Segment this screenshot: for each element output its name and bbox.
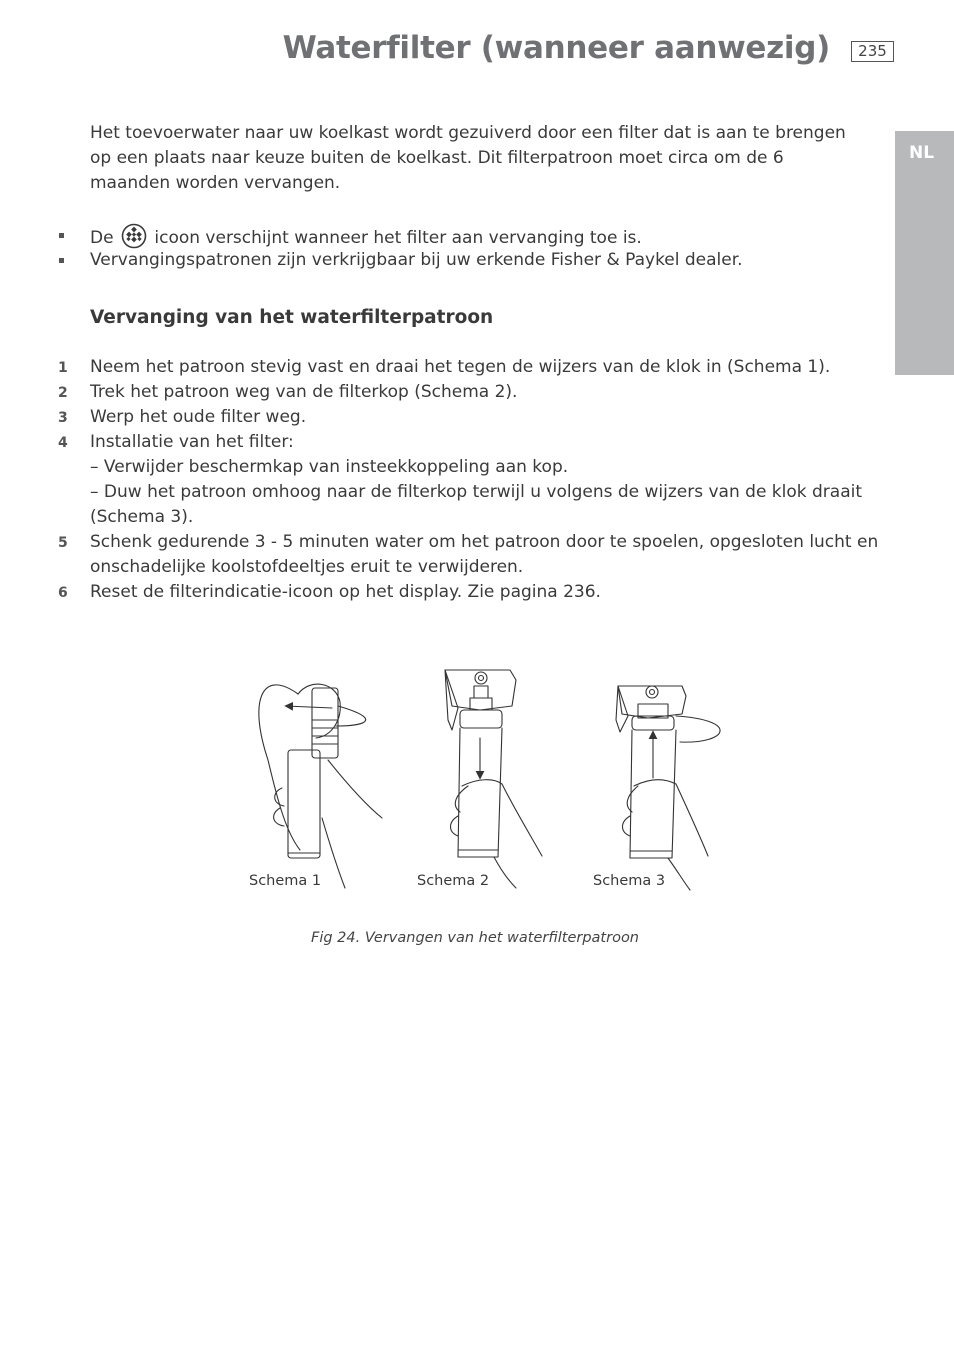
section-title: Vervanging van het waterfilterpatroon xyxy=(90,307,494,328)
page-title: Waterfilter (wanneer aanwezig) xyxy=(282,30,830,66)
step-number: 2 xyxy=(58,385,68,401)
step-number: 5 xyxy=(58,535,68,551)
step-5 xyxy=(58,530,879,555)
intro-paragraph: Het toevoerwater naar uw koelkast wordt gezuiverd door een filter dat is aan te brengen op een plaats naar keuze buiten de koelkast. Dit filterpatroon moet circa om de 6 maanden worden vervangen. xyxy=(90,123,846,193)
schema-3-label: Schema 3 xyxy=(593,873,666,889)
schema-1-label: Schema 1 xyxy=(249,873,322,889)
water-filter-icon xyxy=(121,223,147,249)
step-text: – Verwijder beschermkap van insteekkoppeling aan kop. xyxy=(90,457,569,477)
step-text: onschadelijke koolstofdeeltjes eruit te verwijderen. xyxy=(90,557,524,577)
step-text: (Schema 3). xyxy=(90,507,194,527)
step-number: 6 xyxy=(58,585,68,601)
schema-2-drawing xyxy=(445,670,542,888)
step-2 xyxy=(58,380,518,405)
step-text: – Duw het patroon omhoog naar de filterkop terwijl u volgens de wijzers van de klok draait xyxy=(90,482,863,502)
step-1 xyxy=(58,355,831,380)
step-number: 4 xyxy=(58,435,68,451)
schema-2-label: Schema 2 xyxy=(417,873,490,889)
schema-3-drawing xyxy=(616,686,720,890)
step-text: Werp het oude filter weg. xyxy=(90,407,307,427)
bullet-dealer xyxy=(90,248,743,273)
step-3 xyxy=(58,405,307,430)
filter-replacement-figure xyxy=(240,660,740,900)
filter-illustration xyxy=(240,660,740,900)
step-number: 1 xyxy=(58,360,68,376)
bullet-text-pre: De xyxy=(90,228,114,248)
figure-caption: Fig 24. Vervangen van het waterfilterpatroon xyxy=(311,930,639,946)
bullet-marker xyxy=(59,233,64,238)
bullet-text: Vervangingspatronen zijn verkrijgbaar bij uw erkende Fisher & Paykel dealer. xyxy=(90,250,743,270)
step-text: Schenk gedurende 3 - 5 minuten water om het patroon door te spoelen, opgesloten lucht en xyxy=(90,532,879,552)
step-4 xyxy=(58,430,294,455)
step-text: Neem het patroon stevig vast en draai het tegen de wijzers van de klok in (Schema 1). xyxy=(90,357,831,377)
bullet-filter-icon xyxy=(90,223,642,251)
step-6 xyxy=(58,580,601,605)
page-number: 235 xyxy=(851,41,894,62)
step-4-substep-1 xyxy=(90,455,568,480)
schema-1-drawing xyxy=(259,684,382,888)
step-4-substep-2 xyxy=(90,480,862,505)
step-4-substep-2-cont xyxy=(90,505,193,530)
step-text: Reset de filterindicatie-icoon op het display. Zie pagina 236. xyxy=(90,582,601,602)
bullet-marker xyxy=(59,258,64,263)
step-number: 3 xyxy=(58,410,68,426)
step-text: Installatie van het filter: xyxy=(90,432,294,452)
language-tab xyxy=(895,131,954,375)
bullet-text-post: icoon verschijnt wanneer het filter aan vervanging toe is. xyxy=(154,228,642,248)
step-5-cont xyxy=(90,555,523,580)
language-tab-label: NL xyxy=(909,143,935,163)
step-text: Trek het patroon weg van de filterkop (Schema 2). xyxy=(90,382,518,402)
